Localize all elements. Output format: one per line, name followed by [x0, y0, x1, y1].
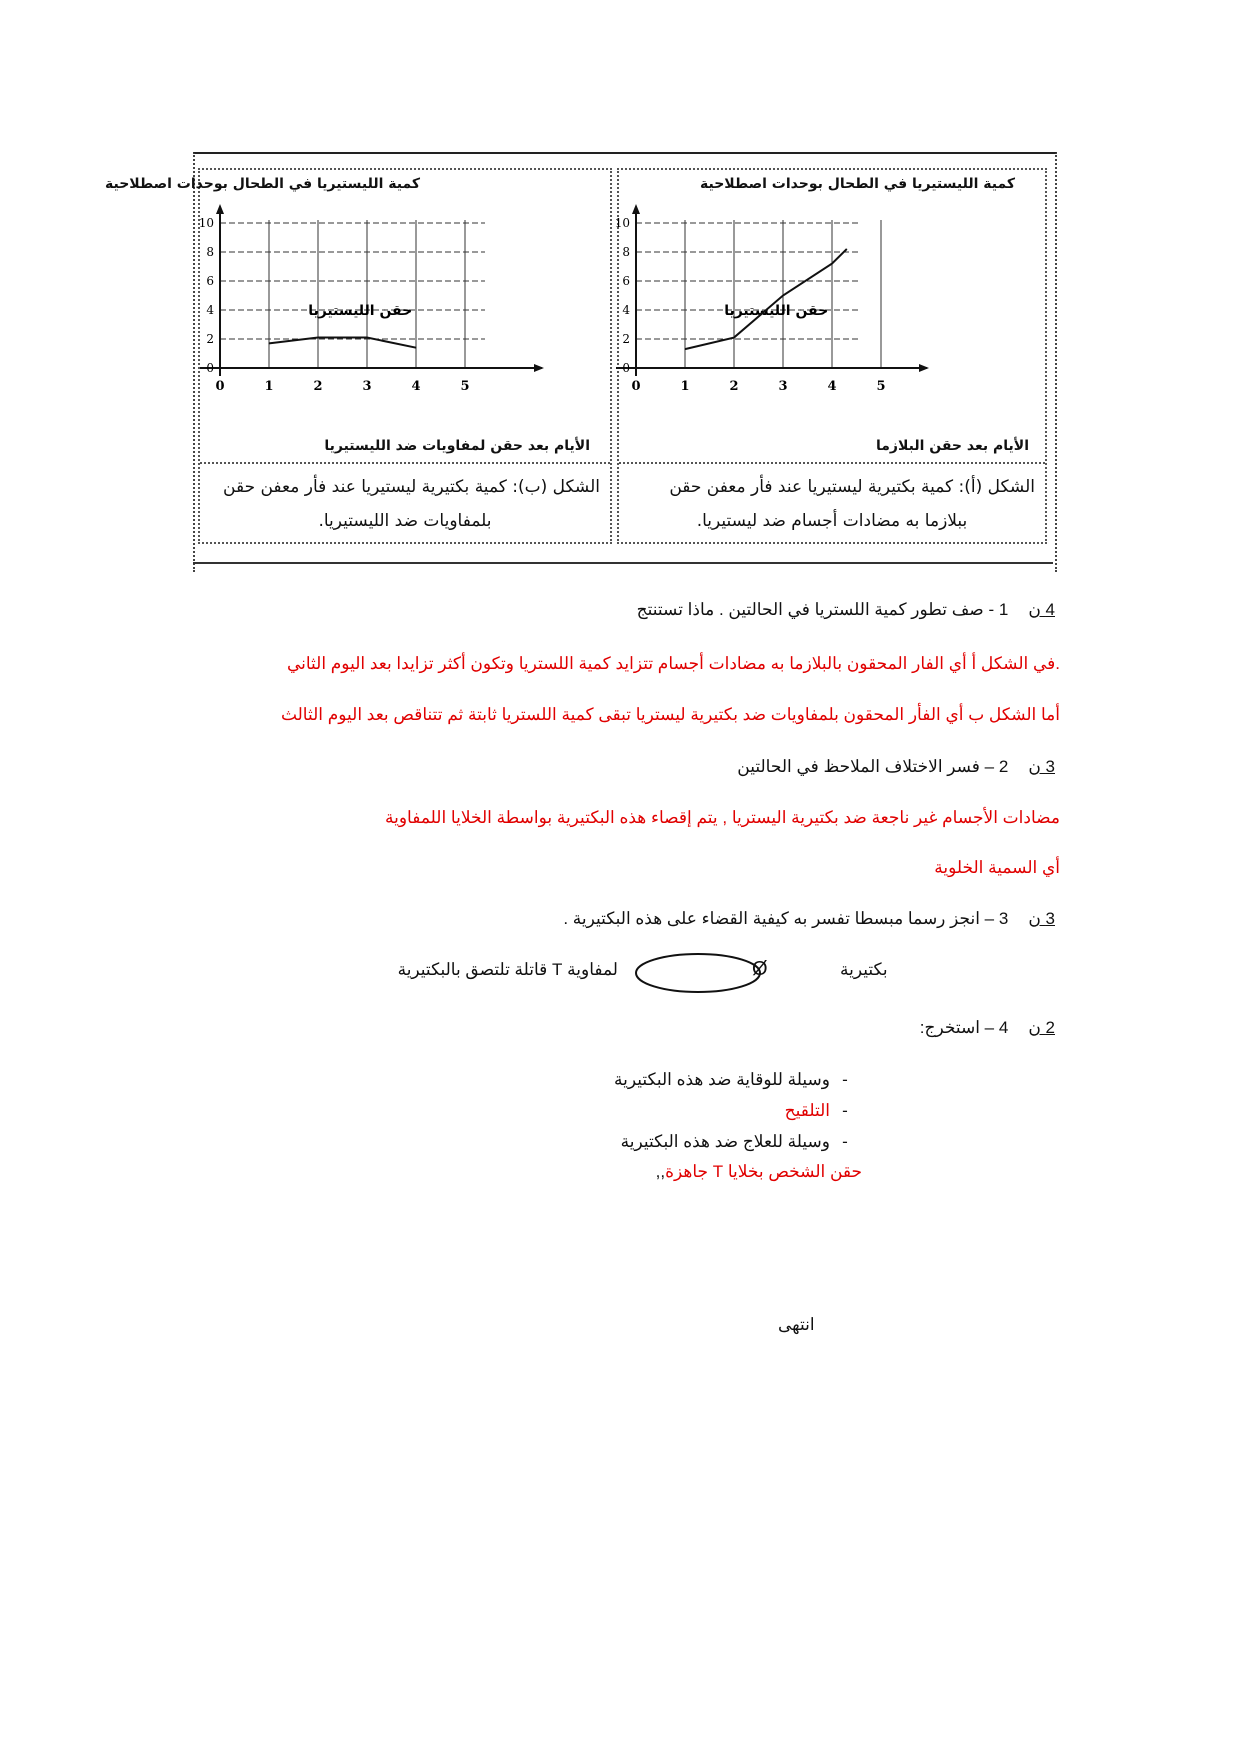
- question-3: [563, 909, 1055, 929]
- figure-b-y-tick-label: 10: [198, 216, 214, 230]
- figure-a-xlabel: الأيام بعد حقن البلازما: [875, 438, 1029, 454]
- figure-b-ylabel: كمية الليستيريا في الطحال بوحدات اصطلاحية: [105, 176, 420, 192]
- figure-b-panel: [105, 168, 612, 544]
- list-answer-t-cells: حقن الشخص بخلايا T جاهزة: [665, 1162, 862, 1181]
- answer-2-line-1: مضادات الأجسام غير ناجعة ضد بكتيرية اليستريا , يتم إقصاء هذه البكتيرية بواسطة الخلايا اللمفاوية: [385, 808, 1060, 827]
- figure-a-caption: [629, 470, 1035, 538]
- figure-a-data-point: [734, 337, 735, 338]
- figure-b-x-arrow: [534, 364, 544, 372]
- figure-a-y-tick-label: 4: [622, 303, 630, 317]
- list-answer-suffix: ,,: [655, 1162, 666, 1181]
- figure-b-y-tick-label: 8: [206, 245, 214, 259]
- figure-a-x-tick-label: 0: [631, 379, 641, 394]
- question-3-text: 3 – انجز رسما مبسطا تفسر به كيفية القضاء على هذه البكتيرية .: [563, 909, 1009, 928]
- list-item-prevention: وسيلة للوقاية ضد هذه البكتيرية: [613, 1070, 830, 1089]
- figure-a-y-arrow: [632, 204, 640, 214]
- figure-b-caption-separator: [200, 462, 610, 464]
- question-4-points: 2 ن: [1028, 1018, 1055, 1037]
- question-2-text: 2 – فسر الاختلاف الملاحظ في الحالتين: [737, 757, 1009, 776]
- figure-b-data-point: [367, 337, 368, 338]
- figure-a-series-line: [685, 249, 847, 349]
- answer-1-line-1: .في الشكل أ أي الفار المحقون بالبلازما به مضادات أجسام تتزايد كمية اللستريا وتكون أكثر تزايدا بعد اليوم الثاني: [286, 654, 1060, 673]
- figure-a-y-tick-label: 2: [622, 332, 630, 346]
- figure-b-caption: [210, 470, 600, 538]
- figure-a-y-tick-label: 6: [622, 274, 630, 288]
- figure-b-data-point: [269, 343, 270, 344]
- figure-b-y-tick-label: 4: [206, 303, 214, 317]
- question-1-points: 4 ن: [1028, 600, 1055, 619]
- figure-b-data-point: [318, 337, 319, 338]
- figure-a-data-point: [783, 295, 784, 296]
- question-1: [637, 600, 1055, 620]
- figure-a-y-tick-label: 0: [622, 361, 630, 375]
- figure-b-caption-line2: بلمفاويات ضد الليستيريا.: [318, 511, 492, 531]
- figure-a-x-arrow: [919, 364, 929, 372]
- figure-a-x-tick-label: 4: [827, 379, 837, 394]
- list-item: [614, 1070, 860, 1090]
- diagram-bacteria-label: بكتيرية: [840, 960, 888, 979]
- figure-b-y-arrow: [216, 204, 224, 214]
- question-4-text: 4 – استخرج:: [919, 1018, 1009, 1037]
- figure-b-x-tick-label: 1: [264, 379, 274, 394]
- figure-b-x-tick-label: 2: [313, 379, 323, 394]
- list-item-treatment: وسيلة للعلاج ضد هذه البكتيرية: [620, 1132, 830, 1151]
- answer-2-line-2: أي السمية الخلوية: [934, 858, 1060, 877]
- diagram-lymphocyte-label: لمفاوية T قاتلة تلتصق بالبكتيرية: [397, 960, 618, 979]
- figure-a-caption-separator: [619, 462, 1045, 464]
- figure-b-y-tick-label: 2: [206, 332, 214, 346]
- figure-a-y-tick-label: 8: [622, 245, 630, 259]
- answer-1-line-2: أما الشكل ب أي الفأر المحقون بلمفاويات ضد بكتيرية ليستريا تبقى كمية اللستريا ثابتة ثم تتناقص بعد اليوم الثالث: [280, 705, 1060, 724]
- question-1-text: 1 - صف تطور كمية اللستريا في الحالتين . ماذا تستنتج: [636, 600, 1009, 619]
- figure-bottom-rule: [193, 562, 1053, 564]
- diagram-lymphocyte-ellipse: [632, 950, 766, 996]
- figure-a-chart: [614, 170, 1045, 460]
- list-item: [656, 1162, 862, 1182]
- question-3-points: 3 ن: [1028, 909, 1055, 928]
- list-item: [785, 1101, 860, 1121]
- end-label: انتهى: [778, 1315, 815, 1334]
- question-2: [737, 757, 1055, 777]
- figure-a-x-tick-label: 5: [876, 379, 886, 394]
- figure-b-xlabel: الأيام بعد حقن لمفاويات ضد الليستيريا: [324, 438, 590, 454]
- figure-a-x-tick-label: 3: [778, 379, 788, 394]
- question-4: [920, 1018, 1055, 1038]
- figure-a-data-point: [685, 349, 686, 350]
- list-answer-vaccination: التلقيح: [784, 1101, 830, 1120]
- figure-a-x-tick-label: 2: [729, 379, 739, 394]
- list-dash: -: [842, 1132, 848, 1151]
- figure-a-caption-line2: ببلازما به مضادات أجسام ضد ليستيريا.: [696, 511, 968, 531]
- figure-b-x-tick-label: 0: [215, 379, 225, 394]
- figure-a-annotation: حقن الليستيريا: [724, 303, 829, 319]
- figure-b-annotation: حقن الليستيريا: [308, 303, 413, 319]
- list-dash: -: [842, 1101, 848, 1120]
- figure-a-data-point: [832, 263, 833, 264]
- bacteria-diagram: [370, 950, 930, 1000]
- figure-b-y-tick-label: 0: [206, 361, 214, 375]
- figure-b-caption-line1: الشكل (ب): كمية بكتيرية ليستيريا عند فأر معفن حقن: [223, 477, 600, 497]
- figure-b-x-tick-label: 5: [460, 379, 470, 394]
- figure-b-x-tick-label: 3: [362, 379, 372, 394]
- figure-b-y-tick-label: 6: [206, 274, 214, 288]
- figure-b-x-tick-label: 4: [411, 379, 421, 394]
- diagram-bacteria-symbol: Ø: [752, 958, 768, 980]
- figure-a-ylabel: كمية الليستيريا في الطحال بوحدات اصطلاحية: [700, 176, 1015, 192]
- list-item: [621, 1132, 860, 1152]
- question-2-points: 3 ن: [1028, 757, 1055, 776]
- figure-a-data-point: [846, 249, 847, 250]
- figure-a-y-tick-label: 10: [614, 216, 630, 230]
- figure-a-x-tick-label: 1: [680, 379, 690, 394]
- figure-a-caption-line1: الشكل (أ): كمية بكتيرية ليستيريا عند فأر معفن حقن: [669, 477, 1035, 497]
- figure-b-chart: [200, 170, 610, 460]
- list-dash: -: [842, 1070, 848, 1089]
- figure-a-panel: [614, 168, 1047, 544]
- figure-b-data-point: [416, 347, 417, 348]
